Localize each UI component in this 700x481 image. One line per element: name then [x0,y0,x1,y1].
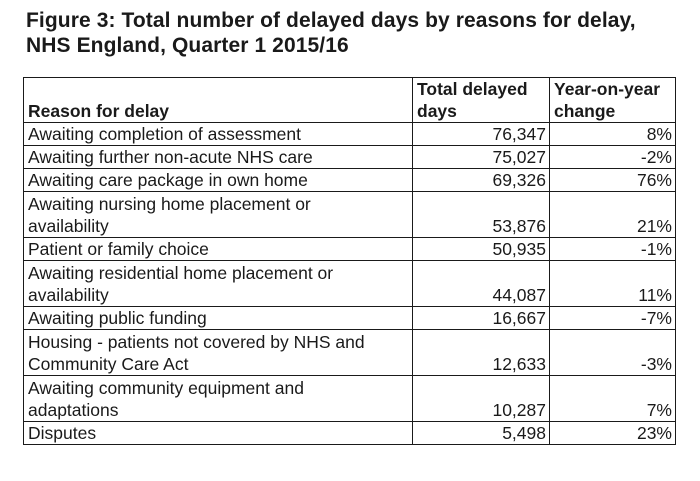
reason-text-line-2: adaptations [28,400,119,420]
reason-text: Awaiting further non-acute NHS care [28,147,313,167]
reason-cell [24,376,413,422]
days-cell: 53,876 [413,192,550,238]
days-cell: 16,667 [413,307,550,330]
header-yoy-line-2: change [554,101,616,121]
days-cell: 44,087 [413,261,550,307]
reason-text-line-2: Community Care Act [28,354,189,374]
yoy-cell: 23% [550,422,676,445]
table-row [24,146,676,169]
table-row [24,307,676,330]
table-row [24,169,676,192]
reason-cell [24,238,413,261]
days-cell: 12,633 [413,330,550,376]
yoy-cell: -1% [550,238,676,261]
reason-cell [24,307,413,330]
yoy-cell: -7% [550,307,676,330]
table-row [24,422,676,445]
days-cell: 69,326 [413,169,550,192]
days-cell: 75,027 [413,146,550,169]
yoy-cell: -2% [550,146,676,169]
table-row [24,376,676,422]
figure-title-line-1: Figure 3: Total number of delayed days by reasons for delay, [26,9,636,32]
figure-title-line-2: NHS England, Quarter 1 2015/16 [26,34,349,57]
reason-text-line-2: availability [28,216,109,236]
reason-cell [24,330,413,376]
table-row [24,123,676,146]
delayed-days-table [23,77,676,445]
reason-cell [24,422,413,445]
reason-text: Disputes [28,423,97,443]
reason-cell [24,123,413,146]
yoy-cell: 11% [550,261,676,307]
figure-title [26,8,676,58]
table-row [24,192,676,238]
table-row [24,261,676,307]
reason-text: Awaiting care package in own home [28,170,308,190]
table-row [24,330,676,376]
header-yoy-line-1: Year-on-year [554,79,661,99]
reason-text: Patient or family choice [28,239,209,259]
header-days-line-1: Total delayed [417,79,528,99]
reason-text-line-1: Awaiting community equipment and [28,378,304,398]
reason-cell [24,261,413,307]
table-row [24,238,676,261]
yoy-cell: 8% [550,123,676,146]
table-header-row [24,78,676,123]
reason-cell [24,146,413,169]
reason-text: Awaiting completion of assessment [28,124,302,144]
days-cell: 50,935 [413,238,550,261]
yoy-cell: 7% [550,376,676,422]
yoy-cell: 76% [550,169,676,192]
reason-text-line-2: availability [28,285,109,305]
yoy-cell: 21% [550,192,676,238]
days-cell: 76,347 [413,123,550,146]
reason-text-line-1: Awaiting residential home placement or [28,263,334,283]
reason-cell [24,192,413,238]
reason-cell [24,169,413,192]
reason-text-line-1: Awaiting nursing home placement or [28,194,311,214]
reason-text: Awaiting public funding [28,308,207,328]
header-reason: Reason for delay [24,78,413,123]
yoy-cell: -3% [550,330,676,376]
header-total-delayed-days [413,78,550,123]
reason-text-line-1: Housing - patients not covered by NHS and [28,332,365,352]
days-cell: 5,498 [413,422,550,445]
header-days-line-2: days [417,101,457,121]
days-cell: 10,287 [413,376,550,422]
header-year-on-year-change [550,78,676,123]
